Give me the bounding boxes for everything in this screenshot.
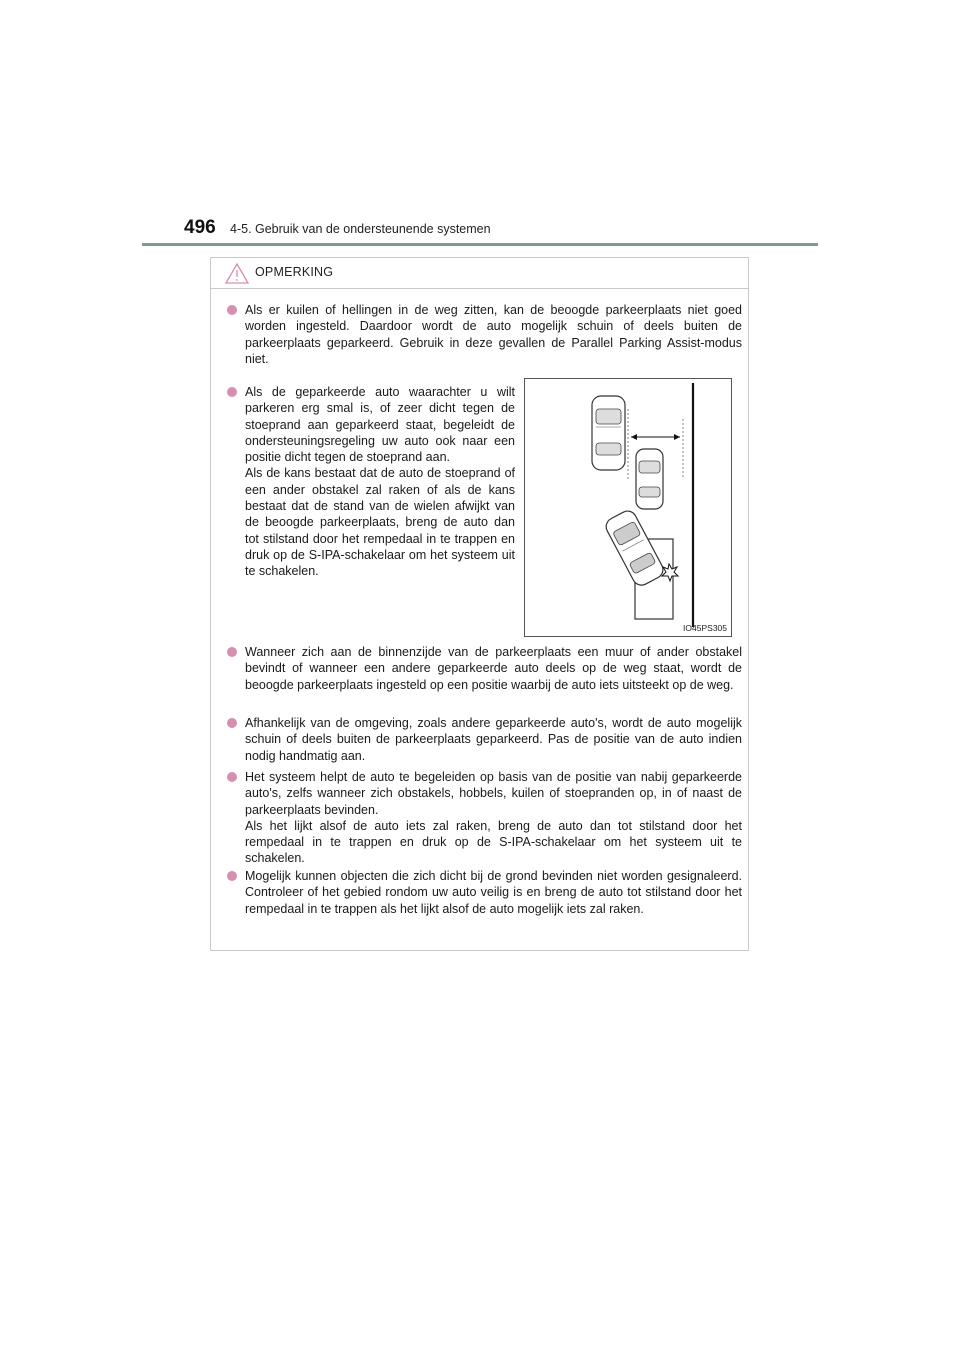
bullet-dot <box>227 387 237 397</box>
notice-header <box>211 258 748 289</box>
notice-bullet <box>227 715 742 764</box>
bullet-text: Als de geparkeerde auto waarachter u wilt parkeren erg smal is, of zeer dicht tegen de stoeprand aan geparkeerd staat, begeleidt de ondersteuningsregeling uw auto ook naar een positie dicht tegen de stoeprand aan. Als de kans bestaat dat de auto de stoeprand of een ander obstakel zal raken of als de kans bestaat dat de stand van de wielen afwijkt van de beoogde parkeerplaats, breng de auto dan tot stilstand door het rempedaal in te trappen en druk op de S-IPA-schakelaar om het systeem uit te schakelen. <box>245 385 515 579</box>
bullet-dot <box>227 718 237 728</box>
notice-title: OPMERKING <box>255 265 334 279</box>
header-rule <box>142 243 818 246</box>
notice-bullet <box>227 302 742 367</box>
parking-illustration <box>524 378 732 637</box>
notice-bullet <box>227 644 742 693</box>
bullet-dot <box>227 647 237 657</box>
page-number: 496 <box>184 217 216 238</box>
parked-car-rear <box>636 449 663 509</box>
notice-bullet <box>227 384 515 580</box>
bullet-text: Mogelijk kunnen objecten die zich dicht bij de grond bevinden niet worden gesignaleerd. Controleer of het gebied rondom uw auto veilig is en breng de auto tot stilstand door het rempedaal in te trappen als het lijkt alsof de auto mogelijk iets zal raken. <box>245 869 742 916</box>
bullet-text: Als er kuilen of hellingen in de weg zitten, kan de beoogde parkeerplaats niet goed worden ingesteld. Daardoor wordt de auto mogelijk schuin of deels buiten de parkeerplaats geparkeerd. Gebruik in deze gevallen de Parallel Parking Assist-modus niet. <box>245 303 742 366</box>
bullet-text: Afhankelijk van de omgeving, zoals andere geparkeerde auto's, wordt de auto mogelijk schuin of deels buiten de parkeerplaats geparkeerd. Pas de positie van de auto indien nodig handmatig aan. <box>245 716 742 763</box>
notice-bullet <box>227 769 742 867</box>
notice-bullet <box>227 868 742 917</box>
reversing-car <box>603 508 666 588</box>
bullet-dot <box>227 305 237 315</box>
bullet-dot <box>227 772 237 782</box>
bullet-dot <box>227 871 237 881</box>
figure-code: IO45PS305 <box>683 623 727 633</box>
warning-triangle-icon <box>225 263 249 284</box>
bullet-text: Het systeem helpt de auto te begeleiden op basis van de positie van nabij geparkeerde auto's, zelfs wanneer zich obstakels, hobbels, kuilen of stoepranden op, in of naast de parkeerplaats bevinden. Als het lijkt alsof de auto iets zal raken, breng de auto dan tot stilstand door het rempedaal in te trappen en druk op de S-IPA-schakelaar om het systeem uit te schakelen. <box>245 770 742 866</box>
parked-car-front <box>592 396 625 470</box>
section-title: 4-5. Gebruik van de ondersteunende systemen <box>230 222 491 236</box>
bullet-text: Wanneer zich aan de binnenzijde van de parkeerplaats een muur of ander obstakel bevindt of wanneer een andere geparkeerde auto deels op de weg staat, wordt de beoogde parkeerplaats ingesteld op een positie waarbij de auto iets uitsteekt op de weg. <box>245 645 742 692</box>
collision-mark <box>662 564 678 581</box>
parking-diagram <box>525 379 731 636</box>
